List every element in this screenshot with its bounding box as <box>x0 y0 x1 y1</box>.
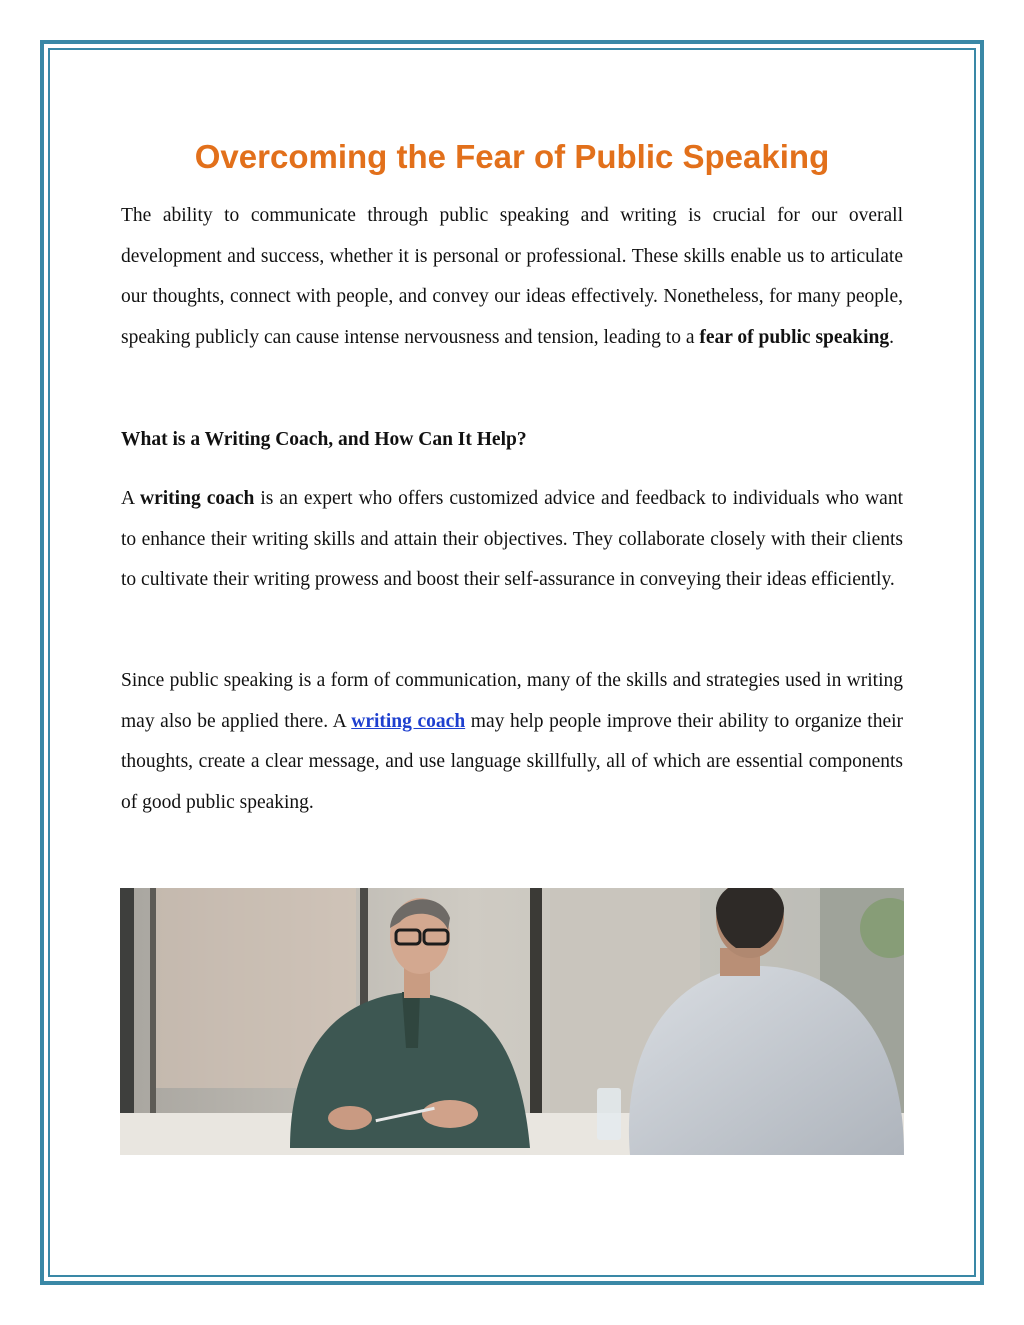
para3-start: Since public speaking is a form of communication, many of the skills and strategies used in writing may also be applied there. A <box>121 670 903 732</box>
intro-bold-phrase: fear of public speaking <box>699 326 890 348</box>
intro-text: The ability to communicate through public speaking and writing is crucial for our overall development and success, whether it is personal or professional. These skills enable us to articulate our thoughts, connect with people, and convey our ideas effectively. Nonetheless, for many people, speaking publicly can cause intense nervousness and tension, leading to a <box>121 205 903 348</box>
coaching-session-photo <box>120 888 904 1155</box>
public-speaking-section <box>121 661 903 823</box>
writing-coach-link[interactable]: writing coach <box>351 710 466 732</box>
para2-start: A <box>121 488 141 509</box>
intro-end: . <box>889 326 895 348</box>
writing-coach-definition <box>121 479 903 601</box>
photo-illustration <box>120 888 904 1155</box>
page-title: Overcoming the Fear of Public Speaking <box>194 138 830 175</box>
paragraph-2 <box>121 479 903 601</box>
para3-rest: may help people improve their ability to organize their thoughts, create a clear message, and use language skillfully, all of which are essential components of good public speaking. <box>121 710 904 813</box>
section-heading-block <box>121 426 903 454</box>
section-heading: What is a Writing Coach, and How Can It Help? <box>121 429 527 450</box>
intro-paragraph <box>121 196 903 358</box>
paragraph-3 <box>121 661 903 823</box>
intro-section <box>121 196 903 358</box>
para2-bold-term: writing coach <box>140 488 255 509</box>
para2-rest: is an expert who offers customized advice and feedback to individuals who want to enhance their writing skills and attain their objectives. They collaborate closely with their clients to cultivate their writing prowess and boost their self-assurance in conveying their ideas efficiently. <box>121 488 903 590</box>
